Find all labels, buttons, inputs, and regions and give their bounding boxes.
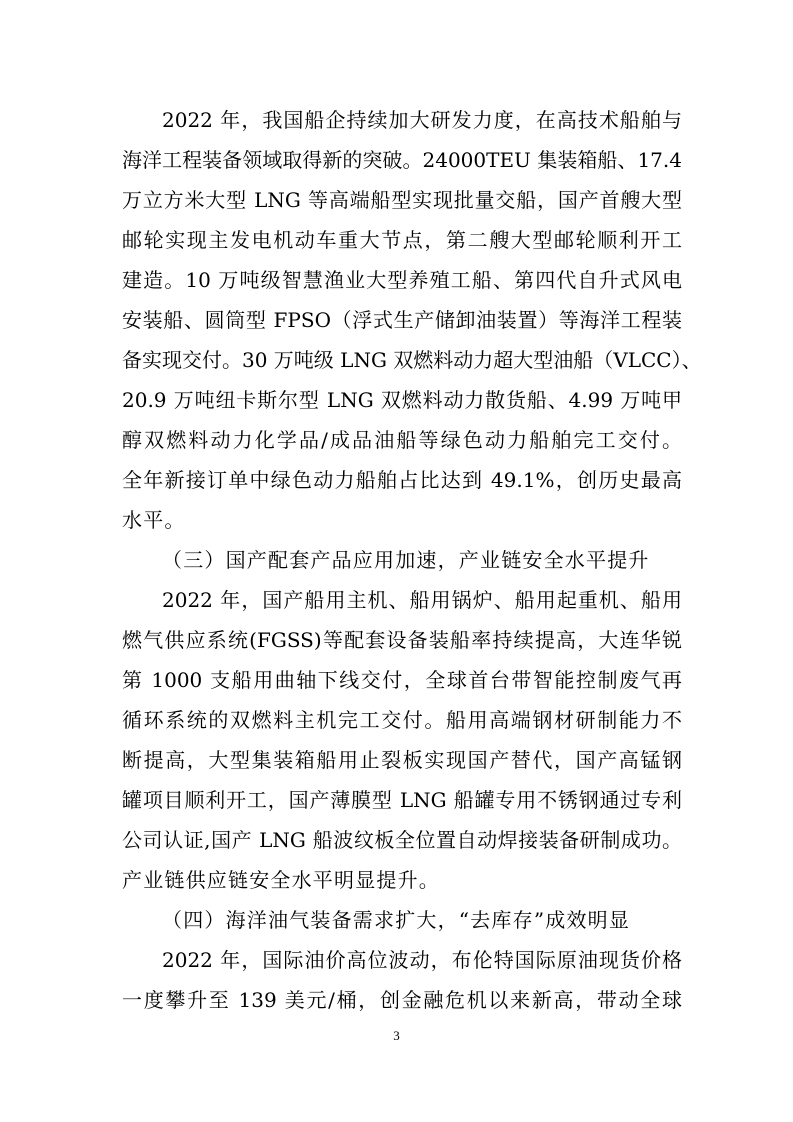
body-text-line: 一度攀升至 139 美元/桶，创金融危机以来新高，带动全球	[122, 988, 682, 1012]
body-text-line: 全年新接订单中绿色动力船舶占比达到 49.1%，创历史最高	[122, 468, 682, 492]
body-text-line: 产业链供应链安全水平明显提升。	[122, 868, 440, 892]
body-text-line: 断提高，大型集装箱船用止裂板实现国产替代，国产高锰钢	[122, 748, 682, 772]
body-text-line: 燃气供应系统(FGSS)等配套设备装船率持续提高，大连华锐	[122, 628, 682, 652]
body-text-line: 邮轮实现主发电机动车重大节点，第二艘大型邮轮顺利开工	[122, 228, 682, 252]
body-text-line: 2022 年，国际油价高位波动，布伦特国际原油现货价格	[162, 948, 682, 972]
body-text-line: 水平。	[122, 508, 186, 532]
body-text-line: 第 1000 支船用曲轴下线交付，全球首台带智能控制废气再	[122, 668, 682, 692]
body-text-line: 2022 年，国产船用主机、船用锅炉、船用起重机、船用	[162, 588, 682, 612]
body-text-line: 安装船、圆筒型 FPSO（浮式生产储卸油装置）等海洋工程装	[122, 308, 682, 332]
page-number: 3	[393, 1028, 400, 1043]
body-text-line: 公司认证,国产 LNG 船波纹板全位置自动焊接装备研制成功。	[122, 828, 682, 852]
body-text-line: 备实现交付。30 万吨级 LNG 双燃料动力超大型油船（VLCC）、	[122, 348, 702, 372]
body-text-line: 万立方米大型 LNG 等高端船型实现批量交船，国产首艘大型	[122, 188, 682, 212]
body-text-line: 建造。10 万吨级智慧渔业大型养殖工船、第四代自升式风电	[122, 268, 682, 292]
body-text-line: 循环系统的双燃料主机完工交付。船用高端钢材研制能力不	[122, 708, 682, 732]
body-text-line: 海洋工程装备领域取得新的突破。24000TEU 集装箱船、17.4	[122, 148, 682, 172]
body-text-line: 2022 年，我国船企持续加大研发力度，在高技术船舶与	[162, 108, 682, 132]
section-heading: （三）国产配套产品应用加速，产业链安全水平提升	[162, 548, 650, 572]
section-heading: （四）海洋油气装备需求扩大，“去库存”成效明显	[162, 908, 631, 932]
body-text-line: 醇双燃料动力化学品/成品油船等绿色动力船舶完工交付。	[122, 428, 682, 452]
body-text-line: 罐项目顺利开工，国产薄膜型 LNG 船罐专用不锈钢通过专利	[122, 788, 682, 812]
body-text-line: 20.9 万吨纽卡斯尔型 LNG 双燃料动力散货船、4.99 万吨甲	[122, 388, 682, 412]
